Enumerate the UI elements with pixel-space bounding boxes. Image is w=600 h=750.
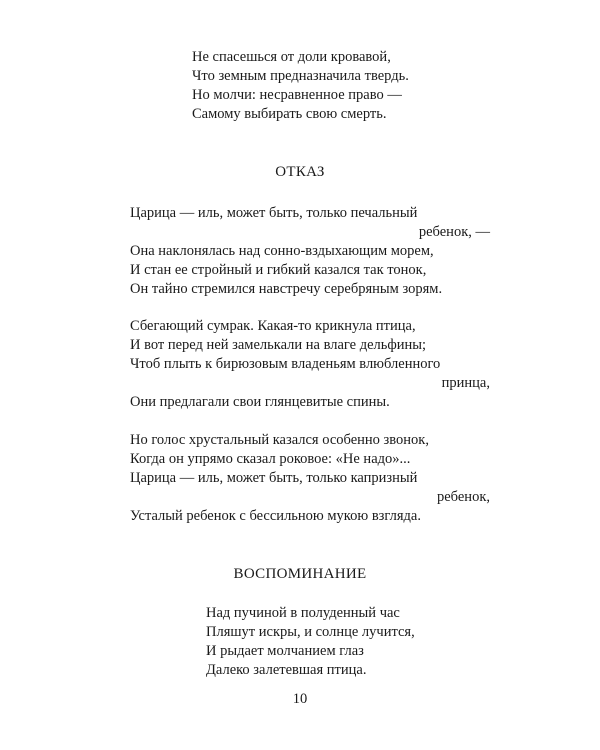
poem-title: ОТКАЗ (275, 164, 325, 180)
poem-line: Когда он упрямо сказал роковое: «Не надо»... (130, 451, 411, 467)
poem-line: Он тайно стремился навстречу серебряным зорям. (130, 281, 443, 297)
poem-line: Самому выбирать свою смерть. (192, 106, 387, 122)
poem-line: И вот перед ней замелькали на влаге дельфины; (130, 337, 427, 353)
poem-line: Царица — иль, может быть, только печальный (130, 205, 418, 221)
poem-line: И стан ее стройный и гибкий казался так тонок, (130, 262, 427, 278)
poem-line: Но молчи: несравненное право — (192, 87, 402, 103)
poem-line: Что земным предназначила твердь. (192, 68, 409, 84)
poem-line: Усталый ребенок с бессильною мукою взгляда. (130, 508, 421, 524)
poem-line-continuation: ребенок, (437, 489, 490, 505)
poem-line-continuation: ребенок, — (418, 224, 490, 240)
poem-line: Далеко залетевшая птица. (206, 662, 367, 678)
poem-line-continuation: принца, (441, 375, 490, 391)
poem-title: ВОСПОМИНАНИЕ (233, 566, 367, 582)
poem-line: Они предлагали свои глянцевитые спины. (130, 394, 390, 410)
poem-line: Царица — иль, может быть, только капризный (130, 470, 418, 486)
poem-line: Чтоб плыть к бирюзовым владеньям влюбленного (130, 356, 441, 372)
poem-line: Не спасешься от доли кровавой, (192, 49, 391, 65)
poem-line: Сбегающий сумрак. Какая-то крикнула птица, (130, 318, 416, 334)
poem-line: Над пучиной в полуденный час (206, 605, 400, 621)
page-number: 10 (292, 691, 308, 707)
poem-line: Пляшут искры, и солнце лучится, (206, 624, 415, 640)
poem-line: Она наклонялась над сонно-вздыхающим морем, (130, 243, 434, 259)
poem-line: И рыдает молчанием глаз (206, 643, 364, 659)
poem-line: Но голос хрустальный казался особенно звонок, (130, 432, 429, 448)
